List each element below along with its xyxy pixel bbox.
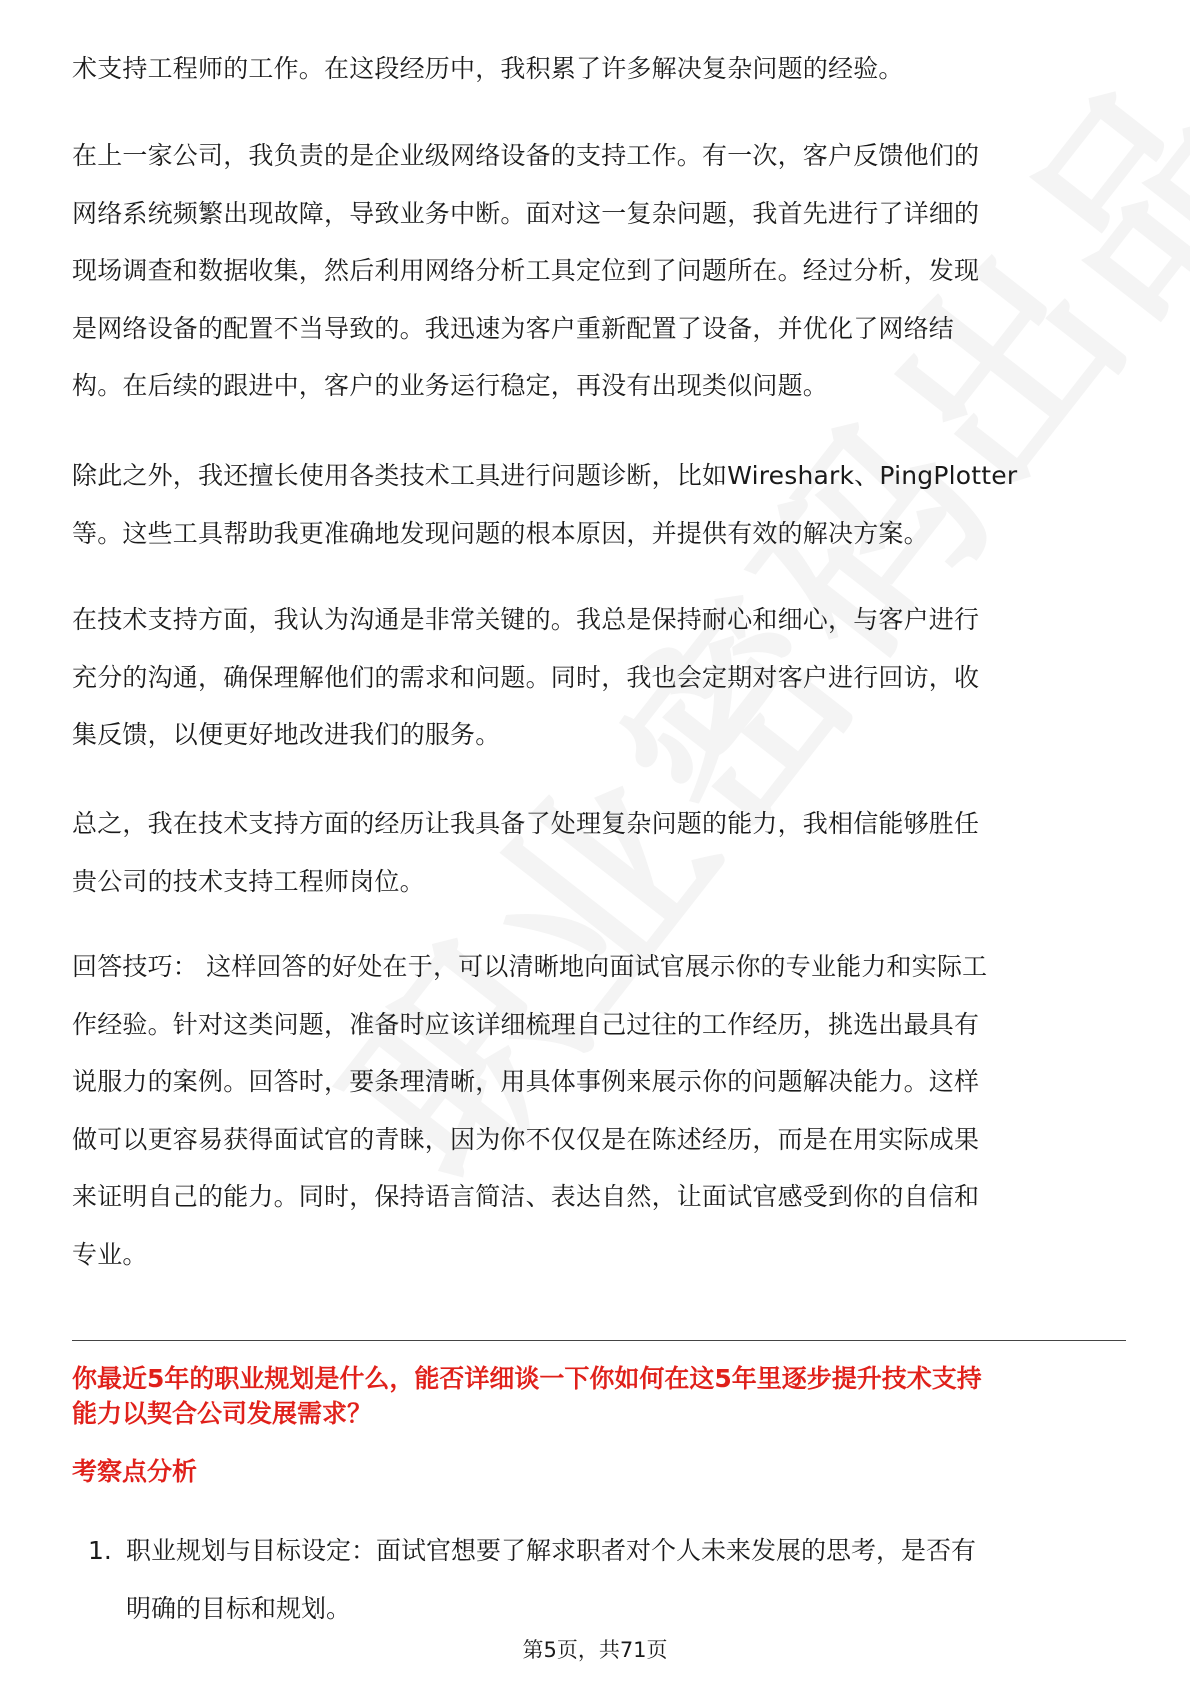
text-line: 来证明自己的能力。同时，保持语言简洁、表达自然，让面试官感受到你的自信和 [72,1182,980,1211]
interview-question [72,1361,1126,1431]
text-line: 充分的沟通，确保理解他们的需求和问题。同时，我也会定期对客户进行回访，收 [72,662,980,692]
question-line: 能力以契合公司发展需求？ [72,1399,373,1428]
text-line: 等。这些工具帮助我更准确地发现问题的根本原因，并提供有效的解决方案。 [72,518,929,548]
text-line: 构。在后续的跟进中，客户的业务运行稳定，再没有出现类似问题。 [72,371,829,400]
section-divider [72,1340,1126,1341]
text-line: 做可以更容易获得面试官的青睐，因为你不仅仅是在陈述经历，而是在用实际成果 [72,1124,980,1154]
question-line: 你最近5年的职业规划是什么，能否详细谈一下你如何在这5年里逐步提升技术支持 [72,1364,982,1393]
text-line: 是网络设备的配置不当导致的。我迅速为客户重新配置了设备，并优化了网络结 [72,313,955,343]
paragraph [72,447,1017,562]
text-line: 集反馈，以便更好地改进我们的服务。 [72,720,501,749]
section-heading: 考察点分析 [72,1457,198,1486]
answer-tips-paragraph [72,938,987,1283]
text-line: 职业规划与目标设定：面试官想要了解求职者对个人未来发展的思考，是否有 [126,1536,977,1565]
text-line: 贵公司的技术支持工程师岗位。 [72,866,425,896]
paragraph [72,40,904,98]
text-line: 网络系统频繁出现故障，导致业务中断。面对这一复杂问题，我首先进行了详细的 [72,198,980,228]
text-line: 作经验。针对这类问题，准备时应该详细梳理自己过往的工作经历，挑选出最具有 [72,1009,980,1039]
text-line: 术支持工程师的工作。在这段经历中，我积累了许多解决复杂问题的经验。 [72,54,904,83]
page-number-footer: 第5页，共71页 [522,1638,668,1662]
list-item-text [126,1522,976,1637]
text-line: 现场调查和数据收集，然后利用网络分析工具定位到了问题所在。经过分析，发现 [72,256,980,285]
paragraph [72,127,979,415]
text-line: 专业。 [72,1239,148,1269]
list-number: 1. [88,1536,112,1565]
text-line: 明确的目标和规划。 [126,1593,352,1623]
text-line: 在技术支持方面，我认为沟通是非常关键的。我总是保持耐心和细心，与客户进行 [72,605,980,634]
text-line: 说服力的案例。回答时，要条理清晰，用具体事例来展示你的问题解决能力。这样 [72,1067,980,1096]
paragraph [72,591,979,764]
text-line: 总之，我在技术支持方面的经历让我具备了处理复杂问题的能力，我相信能够胜任 [72,809,980,838]
text-line: 除此之外，我还擅长使用各类技术工具进行问题诊断，比如Wireshark、PingPlotter [72,461,1018,490]
paragraph [72,795,979,910]
text-line: 回答技巧： 这样回答的好处在于，可以清晰地向面试官展示你的专业能力和实际工 [72,952,988,981]
text-line: 在上一家公司，我负责的是企业级网络设备的支持工作。有一次，客户反馈他们的 [72,141,980,170]
